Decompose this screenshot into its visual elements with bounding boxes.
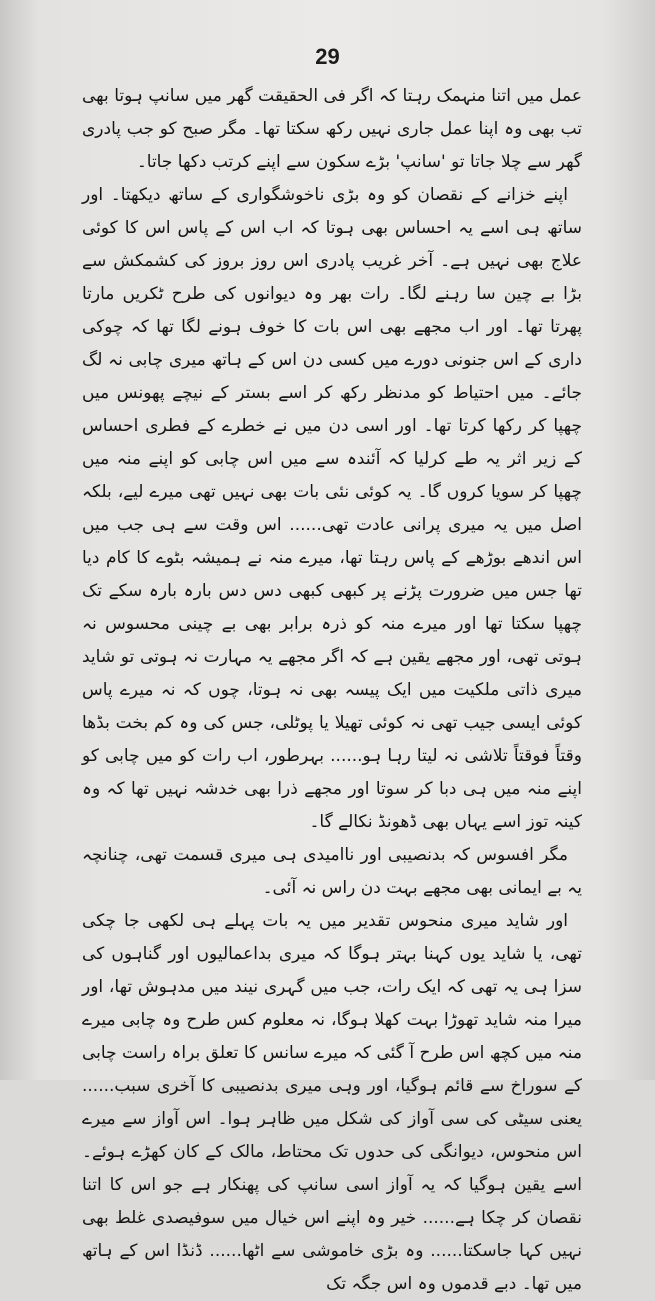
paragraph-4: اور شاید میری منحوس تقدیر میں یہ بات پہلے ہی لکھی جا چکی تھی، یا شاید یوں کہنا بہتر ہوگا کہ میری بداعمالیوں اور گناہوں کی سزا ہی یہ تھی کہ ایک رات، جب میں گہری نیند میں مدہوش تھا، اور میرا منہ شاید تھوڑا بہت کھلا ہوگا، نہ معلوم کس طرح وہ چابی میرے منہ میں کچھ اس طرح آ گئی کہ میرے سانس کا تعلق براہ راست چابی کے سوراخ سے قائم ہوگیا، اور وہی میری بدنصیبی کا آخری سبب...... یعنی سیٹی کی سی آواز کی شکل میں ظاہر ہوا۔ اس آواز سے میرے اس منحوس، دیوانگی کی حدوں تک محتاط، مالک کے کان کھڑے ہوئے۔ اسے یقین ہوگیا کہ یہ آواز اسی سانپ کی پھنکار ہے جو اس کا اتنا نقصان کر چکا ہے...... خیر وہ اپنے اس خیال میں سوفیصدی غلط بھی نہیں کہا جاسکتا...... وہ بڑی خاموشی سے اٹھا...... ڈنڈا اس کے ہاتھ میں تھا۔ دبے قدموں وہ اس جگہ تک — [82, 911, 582, 1294]
body-text — [82, 80, 582, 1301]
page-number: 29 — [315, 44, 340, 69]
paragraph-2: اپنے خزانے کے نقصان کو وہ بڑی ناخوشگواری کے ساتھ دیکھتا۔ اور ساتھ ہی اسے یہ احساس بھی ہوتا کہ اب اس کے پاس اس کا کوئی علاج بھی نہیں ہے۔ آخر غریب پادری اس روز بروز کی کشمکش سے بڑا بے چین سا رہنے لگا۔ رات بھر وہ دیوانوں کی طرح ٹکریں مارتا پھرتا تھا۔ اور اب مجھے بھی اس بات کا خوف ہونے لگا تھا کہ چوکی داری کے اس جنونی دورے میں کسی دن اس کے ہاتھ میری چابی نہ لگ جائے۔ میں احتیاط کو مدنظر رکھ کر اسے بستر کے نیچے پھونس میں چھپا کر رکھا کرتا تھا۔ اور اسی دن میں نے خطرے کے فطری احساس کے زیر اثر یہ طے کرلیا کہ آئندہ سے میں اس چابی کو اپنے منہ میں چھپا کر سویا کروں گا۔ یہ کوئی نئی بات بھی نہیں تھی میرے لیے، بلکہ اصل میں یہ میری پرانی عادت تھی...... اس وقت سے ہی جب میں اس اندھے بوڑھے کے پاس رہتا تھا، میرے منہ نے ہمیشہ بٹوے کا کام دیا تھا جس میں ضرورت پڑنے پر کبھی کبھی دس دس بارہ بارہ سکے تک چھپا سکتا تھا اور میرے منہ کو ذرہ برابر بھی بے چینی محسوس نہ ہوتی تھی، اور مجھے یقین ہے کہ اگر مجھے یہ مہارت نہ ہوتی تو شاید میری ذاتی ملکیت میں ایک پیسہ بھی نہ ہوتا، چوں کہ نہ میرے پاس کوئی ایسی جیب تھی نہ کوئی تھیلا یا پوٹلی، جس کی وہ کم بخت بڈھا وقتاً فوقتاً تلاشی نہ لیتا رہا ہو...... بہرطور، اب رات کو میں چابی کو اپنے منہ میں ہی دبا کر سوتا اور مجھے ذرا بھی خدشہ نہیں تھا کہ وہ کینہ توز اسے یہاں بھی ڈھونڈ نکالے گا۔ — [82, 185, 582, 832]
paragraph-3: مگر افسوس کہ بدنصیبی اور ناامیدی ہی میری قسمت تھی، چنانچہ یہ بے ایمانی بھی مجھے بہت دن راس نہ آئی۔ — [82, 845, 582, 898]
paragraph-1: عمل میں اتنا منہمک رہتا کہ اگر فی الحقیقت گھر میں سانپ ہوتا بھی تب بھی وہ اپنا عمل جاری نہیں رکھ سکتا تھا۔ مگر صبح کو جب پادری گھر سے چلا جاتا تو 'سانپ' بڑے سکون سے اپنے کرتب دکھا جاتا۔ — [82, 86, 582, 172]
